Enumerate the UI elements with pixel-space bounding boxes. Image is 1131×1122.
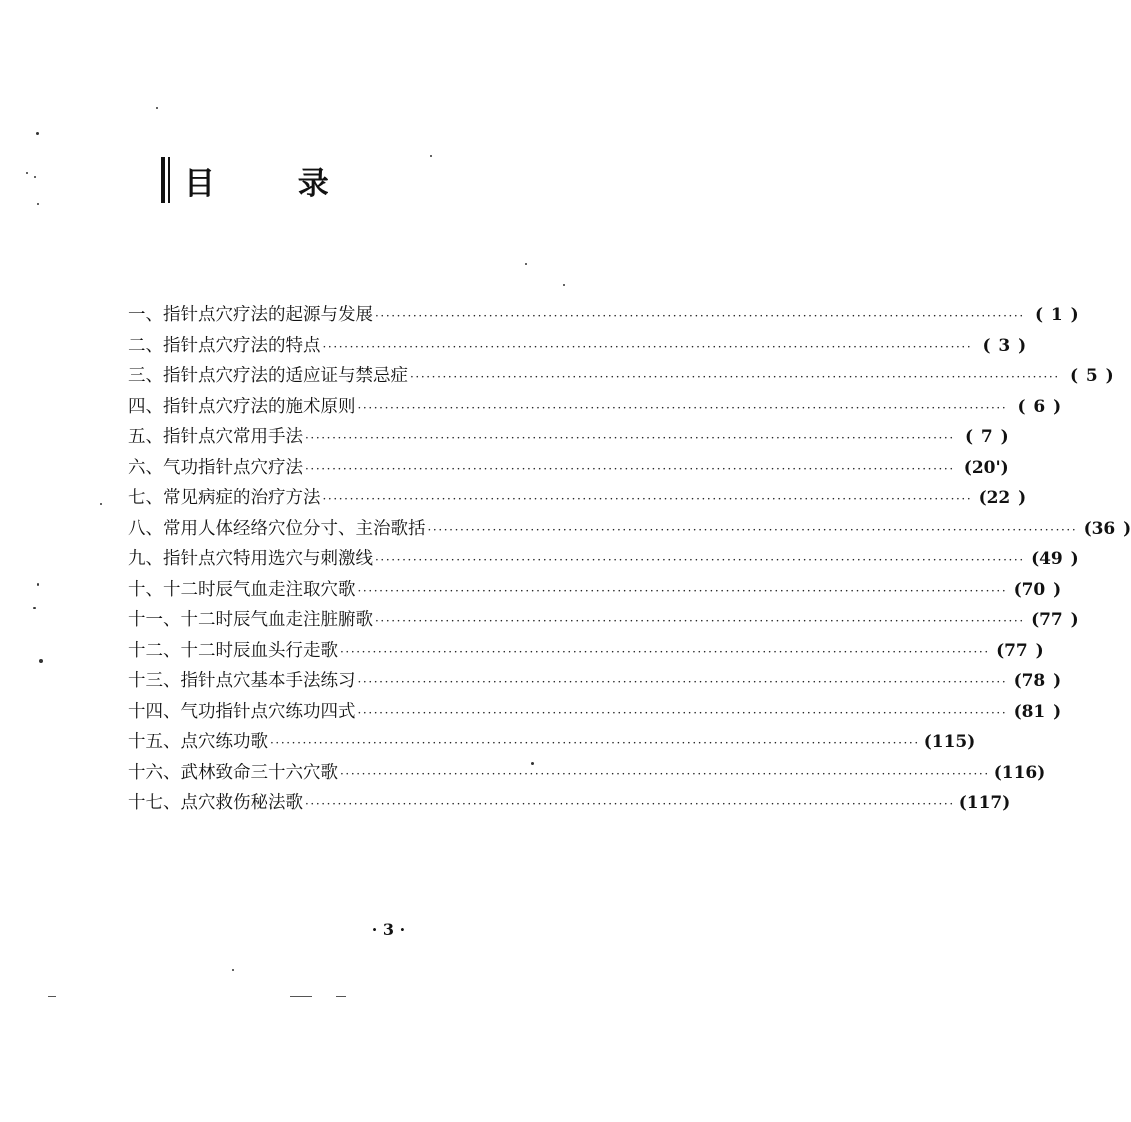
toc-entry-title: 七、常见病症的治疗方法 <box>128 488 321 508</box>
toc-entry-title: 十、十二时辰气血走注取穴歌 <box>128 579 356 600</box>
toc-entry-page: (36 ) <box>1083 518 1131 539</box>
toc-entry <box>128 392 1062 423</box>
toc-leader-dots: ························································································································ <box>357 583 1008 598</box>
toc-entry <box>128 697 1062 728</box>
table-of-contents <box>128 300 1131 819</box>
toc-entry-title: 十二、十二时辰血头行走歌 <box>128 640 338 661</box>
toc-entry-title: 四、指针点穴疗法的施术原则 <box>128 396 356 417</box>
toc-entry-title: 五、指针点穴常用手法 <box>128 427 303 447</box>
toc-entry <box>128 605 1079 636</box>
scan-speck <box>531 762 534 765</box>
toc-entry <box>128 453 1009 484</box>
scan-speck <box>33 607 36 609</box>
toc-leader-dots: ························································································································ <box>375 553 1025 567</box>
toc-leader-dots: ························································································································ <box>427 522 1078 537</box>
toc-entry-page: (81 ) <box>1013 701 1062 722</box>
heading-rule-thin <box>168 157 170 203</box>
toc-entry <box>128 514 1131 545</box>
toc-entry <box>128 544 1079 575</box>
toc-entry-page: (78 ) <box>1013 671 1062 691</box>
scan-speck <box>156 107 158 109</box>
toc-heading <box>161 155 365 205</box>
toc-entry-title: 三、指针点穴疗法的适应证与禁忌症 <box>128 366 408 386</box>
scan-speck <box>34 176 36 178</box>
toc-entry-title: 六、气功指针点穴疗法 <box>128 457 303 478</box>
toc-entry <box>128 422 1009 453</box>
toc-leader-dots: ························································································································ <box>322 339 973 354</box>
scan-speck <box>525 263 527 265</box>
toc-entry-page: (49 ) <box>1031 549 1079 569</box>
toc-entry <box>128 331 1027 362</box>
toc-leader-dots: ························································································································ <box>375 309 1025 323</box>
toc-entry-page: (70 ) <box>1013 579 1062 600</box>
scan-speck <box>26 172 28 174</box>
toc-entry-page: ( 7 ) <box>964 427 1009 447</box>
toc-entry-title: 十四、气功指针点穴练功四式 <box>128 701 356 722</box>
scan-speck <box>563 284 565 286</box>
toc-leader-dots: ························································································································ <box>340 766 990 781</box>
toc-leader-dots: ························································································································ <box>340 644 990 659</box>
toc-entry-page: (117) <box>958 793 1011 813</box>
toc-leader-dots: ························································································································ <box>305 461 955 476</box>
toc-entry <box>128 575 1062 606</box>
toc-entry-page: (20') <box>963 457 1009 478</box>
toc-entry <box>128 758 1046 789</box>
toc-entry <box>128 788 1011 819</box>
toc-entry-title: 八、常用人体经络穴位分寸、主治歌括 <box>128 518 426 539</box>
toc-entry-page: (115) <box>923 732 976 752</box>
toc-entry-title: 十三、指针点穴基本手法练习 <box>128 671 356 691</box>
toc-entry <box>128 727 976 758</box>
scan-speck <box>36 132 39 135</box>
toc-entry <box>128 361 1114 392</box>
toc-leader-dots: ························································································································ <box>305 797 955 811</box>
toc-entry-page: (116) <box>993 762 1046 783</box>
page-number: · 3 · <box>371 920 406 939</box>
toc-entry-page: ( 5 ) <box>1069 366 1114 386</box>
heading-rule-thick <box>161 157 165 203</box>
toc-leader-dots: ························································································································ <box>270 736 920 750</box>
scan-mark <box>48 996 56 997</box>
scan-speck <box>37 583 39 586</box>
toc-leader-dots: ························································································································ <box>410 370 1060 384</box>
toc-entry-title: 十七、点穴救伤秘法歌 <box>128 793 303 813</box>
scan-mark <box>290 996 312 997</box>
scan-speck <box>39 659 43 663</box>
scan-mark <box>336 996 346 997</box>
scan-speck <box>430 155 432 157</box>
toc-entry-title: 十六、武林致命三十六穴歌 <box>128 762 338 783</box>
toc-entry <box>128 636 1044 667</box>
toc-entry <box>128 483 1027 514</box>
toc-leader-dots: ························································································································ <box>357 675 1008 689</box>
scan-speck <box>37 203 39 205</box>
toc-entry-page: (22 ) <box>978 488 1027 508</box>
toc-leader-dots: ························································································································ <box>357 400 1008 415</box>
toc-entry-title: 一、指针点穴疗法的起源与发展 <box>128 305 373 325</box>
toc-entry-page: (77 ) <box>996 640 1044 661</box>
toc-entry-page: (77 ) <box>1031 610 1079 630</box>
toc-entry-page: ( 6 ) <box>1017 396 1062 417</box>
toc-entry-title: 九、指针点穴特用选穴与刺激线 <box>128 549 373 569</box>
toc-leader-dots: ························································································································ <box>357 705 1008 720</box>
toc-entry <box>128 300 1079 331</box>
toc-entry-page: ( 1 ) <box>1034 305 1079 325</box>
toc-entry-title: 十一、十二时辰气血走注脏腑歌 <box>128 610 373 630</box>
toc-leader-dots: ························································································································ <box>375 614 1025 628</box>
toc-entry-title: 二、指针点穴疗法的特点 <box>128 335 321 356</box>
scan-speck <box>100 503 102 505</box>
toc-leader-dots: ························································································································ <box>305 431 955 445</box>
toc-entry <box>128 666 1062 697</box>
page-title: 目 录 <box>184 165 365 202</box>
scan-speck <box>232 969 234 971</box>
toc-entry-title: 十五、点穴练功歌 <box>128 732 268 752</box>
toc-leader-dots: ························································································································ <box>322 492 973 506</box>
toc-entry-page: ( 3 ) <box>982 335 1027 356</box>
